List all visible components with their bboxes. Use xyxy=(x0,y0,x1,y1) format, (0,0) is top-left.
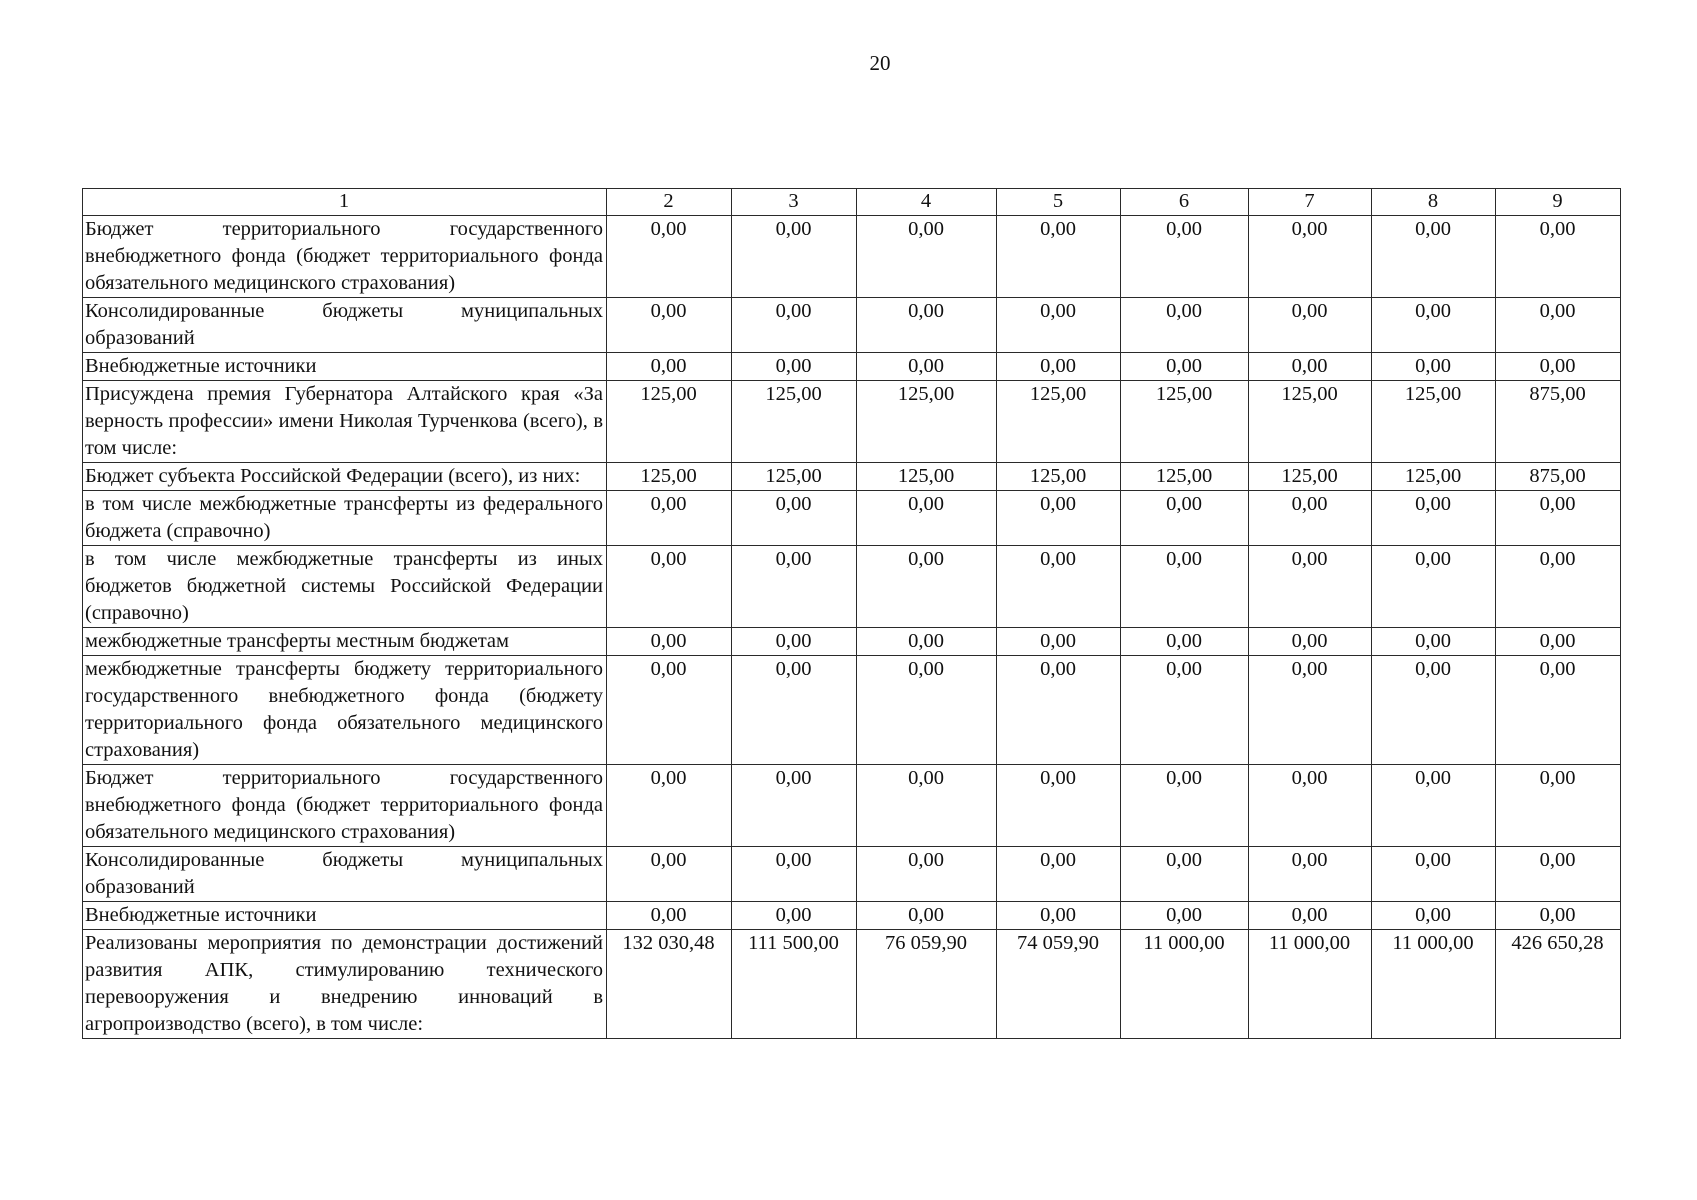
table-cell-value: 0,00 xyxy=(857,902,997,930)
table-cell-value: 0,00 xyxy=(857,656,997,765)
table-row xyxy=(83,298,1621,353)
table-cell-value: 0,00 xyxy=(1372,902,1496,930)
row-label: Бюджет субъекта Российской Федерации (всего), из них: xyxy=(83,463,607,491)
table-cell-value: 0,00 xyxy=(732,628,857,656)
table-cell-value: 0,00 xyxy=(857,353,997,381)
row-label: Внебюджетные источники xyxy=(83,902,607,930)
table-cell-value: 125,00 xyxy=(1372,463,1496,491)
table-row xyxy=(83,765,1621,847)
table-cell-value: 0,00 xyxy=(1121,491,1249,546)
budget-table xyxy=(82,188,1621,1039)
table-cell-value: 0,00 xyxy=(1372,491,1496,546)
table-cell-value: 0,00 xyxy=(1372,216,1496,298)
table-cell-value: 0,00 xyxy=(1249,298,1372,353)
table-cell-value: 875,00 xyxy=(1496,463,1621,491)
column-header: 5 xyxy=(997,189,1121,216)
table-cell-value: 125,00 xyxy=(1249,381,1372,463)
row-label: Внебюджетные источники xyxy=(83,353,607,381)
table-cell-value: 0,00 xyxy=(1496,546,1621,628)
table-cell-value: 0,00 xyxy=(1372,656,1496,765)
table-cell-value: 125,00 xyxy=(857,381,997,463)
table-body xyxy=(83,216,1621,1039)
table-row xyxy=(83,628,1621,656)
table-cell-value: 11 000,00 xyxy=(1249,930,1372,1039)
table-cell-value: 125,00 xyxy=(732,381,857,463)
table-cell-value: 0,00 xyxy=(1496,353,1621,381)
page-number: 20 xyxy=(869,51,891,75)
table-row xyxy=(83,546,1621,628)
table-cell-value: 125,00 xyxy=(1121,381,1249,463)
table-cell-value: 0,00 xyxy=(1249,765,1372,847)
table-cell-value: 0,00 xyxy=(607,847,732,902)
table-cell-value: 125,00 xyxy=(732,463,857,491)
table-cell-value: 0,00 xyxy=(607,298,732,353)
table-cell-value: 0,00 xyxy=(1372,546,1496,628)
table-cell-value: 0,00 xyxy=(1372,847,1496,902)
table-cell-value: 0,00 xyxy=(857,546,997,628)
table-cell-value: 0,00 xyxy=(1121,765,1249,847)
table-row xyxy=(83,463,1621,491)
table-cell-value: 0,00 xyxy=(1496,847,1621,902)
table-cell-value: 0,00 xyxy=(997,546,1121,628)
table-cell-value: 0,00 xyxy=(1249,491,1372,546)
table-cell-value: 0,00 xyxy=(607,628,732,656)
table-cell-value: 0,00 xyxy=(732,902,857,930)
table-cell-value: 74 059,90 xyxy=(997,930,1121,1039)
table-cell-value: 0,00 xyxy=(732,298,857,353)
table-cell-value: 0,00 xyxy=(732,216,857,298)
table-cell-value: 132 030,48 xyxy=(607,930,732,1039)
table-cell-value: 0,00 xyxy=(1121,353,1249,381)
table-cell-value: 0,00 xyxy=(1249,353,1372,381)
table-cell-value: 0,00 xyxy=(1496,216,1621,298)
table-row xyxy=(83,930,1621,1039)
table-cell-value: 0,00 xyxy=(1249,902,1372,930)
table-cell-value: 76 059,90 xyxy=(857,930,997,1039)
table-cell-value: 0,00 xyxy=(997,353,1121,381)
table-cell-value: 0,00 xyxy=(1121,902,1249,930)
table-cell-value: 0,00 xyxy=(857,847,997,902)
table-cell-value: 0,00 xyxy=(997,656,1121,765)
row-label: в том числе межбюджетные трансферты из федерального бюджета (справочно) xyxy=(83,491,607,546)
table-cell-value: 0,00 xyxy=(857,765,997,847)
column-header: 9 xyxy=(1496,189,1621,216)
row-label: Реализованы мероприятия по демонстрации достижений развития АПК, стимулированию технического перевооружения и внедрению инноваций в агропроизводство (всего), в том числе: xyxy=(83,930,607,1039)
table-cell-value: 0,00 xyxy=(732,656,857,765)
table-cell-value: 0,00 xyxy=(732,765,857,847)
table-cell-value: 0,00 xyxy=(997,216,1121,298)
table-cell-value: 0,00 xyxy=(1496,298,1621,353)
table-cell-value: 0,00 xyxy=(732,847,857,902)
table-cell-value: 0,00 xyxy=(607,353,732,381)
table-cell-value: 0,00 xyxy=(1121,628,1249,656)
table-cell-value: 0,00 xyxy=(1372,353,1496,381)
table-cell-value: 0,00 xyxy=(732,546,857,628)
column-header: 6 xyxy=(1121,189,1249,216)
table-cell-value: 0,00 xyxy=(607,765,732,847)
table-cell-value: 0,00 xyxy=(607,491,732,546)
table-cell-value: 0,00 xyxy=(1372,628,1496,656)
row-label: Бюджет территориального государственного внебюджетного фонда (бюджет территориального фонда обязательного медицинского страхования) xyxy=(83,765,607,847)
row-label: Консолидированные бюджеты муниципальных образований xyxy=(83,298,607,353)
table-cell-value: 0,00 xyxy=(1496,628,1621,656)
table-cell-value: 0,00 xyxy=(1249,216,1372,298)
column-header: 3 xyxy=(732,189,857,216)
table-cell-value: 875,00 xyxy=(1496,381,1621,463)
table-cell-value: 0,00 xyxy=(857,216,997,298)
row-label: межбюджетные трансферты бюджету территориального государственного внебюджетного фонда (бюджету территориального фонда обязательного медицинского страхования) xyxy=(83,656,607,765)
table-cell-value: 0,00 xyxy=(997,765,1121,847)
table-cell-value: 0,00 xyxy=(607,902,732,930)
table-cell-value: 0,00 xyxy=(1496,491,1621,546)
table-cell-value: 125,00 xyxy=(997,381,1121,463)
table-cell-value: 0,00 xyxy=(997,491,1121,546)
table-row xyxy=(83,847,1621,902)
table-cell-value: 0,00 xyxy=(1121,847,1249,902)
table-cell-value: 0,00 xyxy=(997,847,1121,902)
table-cell-value: 0,00 xyxy=(1121,546,1249,628)
table-cell-value: 0,00 xyxy=(1121,216,1249,298)
table-cell-value: 125,00 xyxy=(607,381,732,463)
table-cell-value: 125,00 xyxy=(857,463,997,491)
table-cell-value: 0,00 xyxy=(1249,546,1372,628)
column-header: 7 xyxy=(1249,189,1372,216)
table-cell-value: 0,00 xyxy=(857,628,997,656)
row-label: в том числе межбюджетные трансферты из иных бюджетов бюджетной системы Российской Федерации (справочно) xyxy=(83,546,607,628)
table-cell-value: 0,00 xyxy=(1121,656,1249,765)
row-label: Присуждена премия Губернатора Алтайского края «За верность профессии» имени Николая Турченкова (всего), в том числе: xyxy=(83,381,607,463)
table-cell-value: 0,00 xyxy=(857,491,997,546)
column-header: 4 xyxy=(857,189,997,216)
table-header-row xyxy=(83,189,1621,216)
column-header: 8 xyxy=(1372,189,1496,216)
table-cell-value: 426 650,28 xyxy=(1496,930,1621,1039)
table-row xyxy=(83,381,1621,463)
table-cell-value: 0,00 xyxy=(1372,298,1496,353)
table-cell-value: 0,00 xyxy=(607,546,732,628)
table-cell-value: 0,00 xyxy=(1249,847,1372,902)
table-cell-value: 125,00 xyxy=(1372,381,1496,463)
table-cell-value: 125,00 xyxy=(997,463,1121,491)
table-row xyxy=(83,902,1621,930)
table-row xyxy=(83,656,1621,765)
table-cell-value: 0,00 xyxy=(1496,656,1621,765)
table-cell-value: 0,00 xyxy=(607,656,732,765)
table-row xyxy=(83,353,1621,381)
table-cell-value: 0,00 xyxy=(1496,902,1621,930)
row-label: Бюджет территориального государственного внебюджетного фонда (бюджет территориального фонда обязательного медицинского страхования) xyxy=(83,216,607,298)
table-cell-value: 0,00 xyxy=(997,628,1121,656)
table-cell-value: 0,00 xyxy=(1121,298,1249,353)
table-cell-value: 0,00 xyxy=(857,298,997,353)
table-cell-value: 0,00 xyxy=(1496,765,1621,847)
table-cell-value: 0,00 xyxy=(1249,656,1372,765)
table-cell-value: 0,00 xyxy=(997,298,1121,353)
column-header: 1 xyxy=(83,189,607,216)
table-row xyxy=(83,216,1621,298)
table-row xyxy=(83,491,1621,546)
table-cell-value: 0,00 xyxy=(732,353,857,381)
table-cell-value: 125,00 xyxy=(1249,463,1372,491)
table-cell-value: 11 000,00 xyxy=(1121,930,1249,1039)
row-label: межбюджетные трансферты местным бюджетам xyxy=(83,628,607,656)
row-label: Консолидированные бюджеты муниципальных образований xyxy=(83,847,607,902)
table-cell-value: 111 500,00 xyxy=(732,930,857,1039)
table-cell-value: 125,00 xyxy=(607,463,732,491)
table-cell-value: 0,00 xyxy=(997,902,1121,930)
table-cell-value: 0,00 xyxy=(1249,628,1372,656)
table-cell-value: 11 000,00 xyxy=(1372,930,1496,1039)
table-cell-value: 125,00 xyxy=(1121,463,1249,491)
table-cell-value: 0,00 xyxy=(607,216,732,298)
table-cell-value: 0,00 xyxy=(1372,765,1496,847)
column-header: 2 xyxy=(607,189,732,216)
table-cell-value: 0,00 xyxy=(732,491,857,546)
